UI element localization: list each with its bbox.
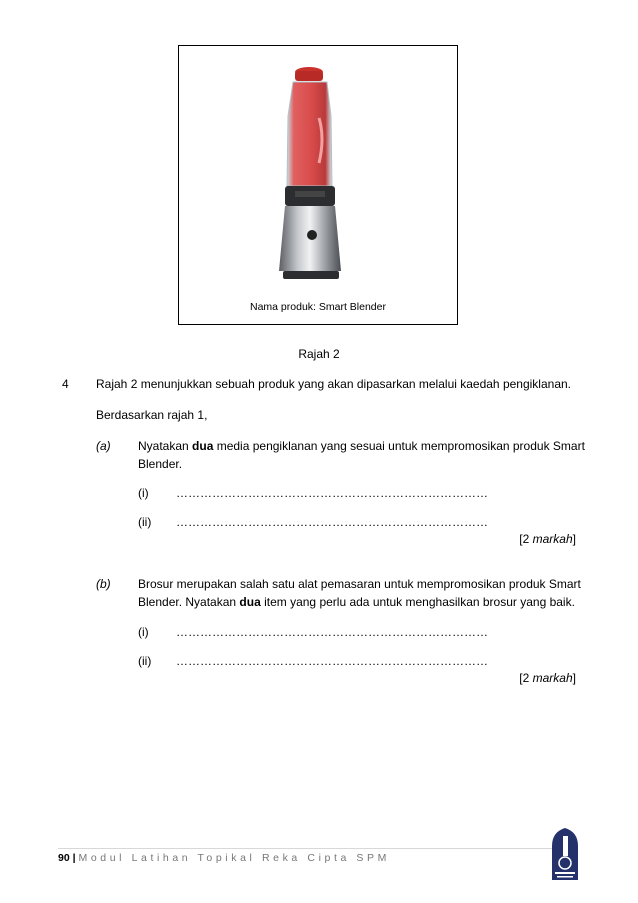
publisher-logo [548, 826, 582, 882]
part-b-text-line2: Blender. Nyatakan dua item yang perlu ada untuk menghasilkan brosur yang baik. [138, 595, 575, 609]
part-b-text-line1: Brosur merupakan salah satu alat pemasaran untuk mempromosikan produk Smart [138, 577, 581, 591]
part-b-label: (b) [96, 577, 111, 591]
question-intro: Berdasarkan rajah 1, [96, 408, 208, 422]
question-stem: Rajah 2 menunjukkan sebuah produk yang akan dipasarkan melalui kaedah pengiklanan. [96, 377, 571, 391]
part-a-i-answer-line[interactable]: …………………………………………………………………… [176, 486, 488, 500]
question-number: 4 [62, 377, 69, 391]
part-a-text-line2: Blender. [138, 457, 183, 471]
blender-photo [179, 46, 457, 296]
footer-divider [58, 848, 578, 849]
part-b-marks: [2 markah] [519, 671, 576, 685]
figure-frame [178, 45, 458, 325]
figure-caption: Nama produk: Smart Blender [250, 301, 386, 313]
part-b-i-label: (i) [138, 625, 149, 639]
part-b-ii-label: (ii) [138, 654, 152, 668]
part-a-ii-label: (ii) [138, 515, 152, 529]
footer: 90 | Modul Latihan Topikal Reka Cipta SPM [58, 852, 390, 864]
part-a-marks: [2 markah] [519, 532, 576, 546]
figure-label: Rajah 2 [298, 347, 340, 361]
footer-title: Modul Latihan Topikal Reka Cipta SPM [78, 852, 390, 864]
part-a-ii-answer-line[interactable]: …………………………………………………………………… [176, 515, 488, 529]
part-a-i-label: (i) [138, 486, 149, 500]
part-b-i-answer-line[interactable]: …………………………………………………………………… [176, 625, 488, 639]
part-b-ii-answer-line[interactable]: …………………………………………………………………… [176, 654, 488, 668]
part-a-text-line1: Nyatakan dua media pengiklanan yang sesuai untuk mempromosikan produk Smart [138, 439, 585, 453]
part-a-label: (a) [96, 439, 111, 453]
page-number: 90 [58, 852, 70, 864]
